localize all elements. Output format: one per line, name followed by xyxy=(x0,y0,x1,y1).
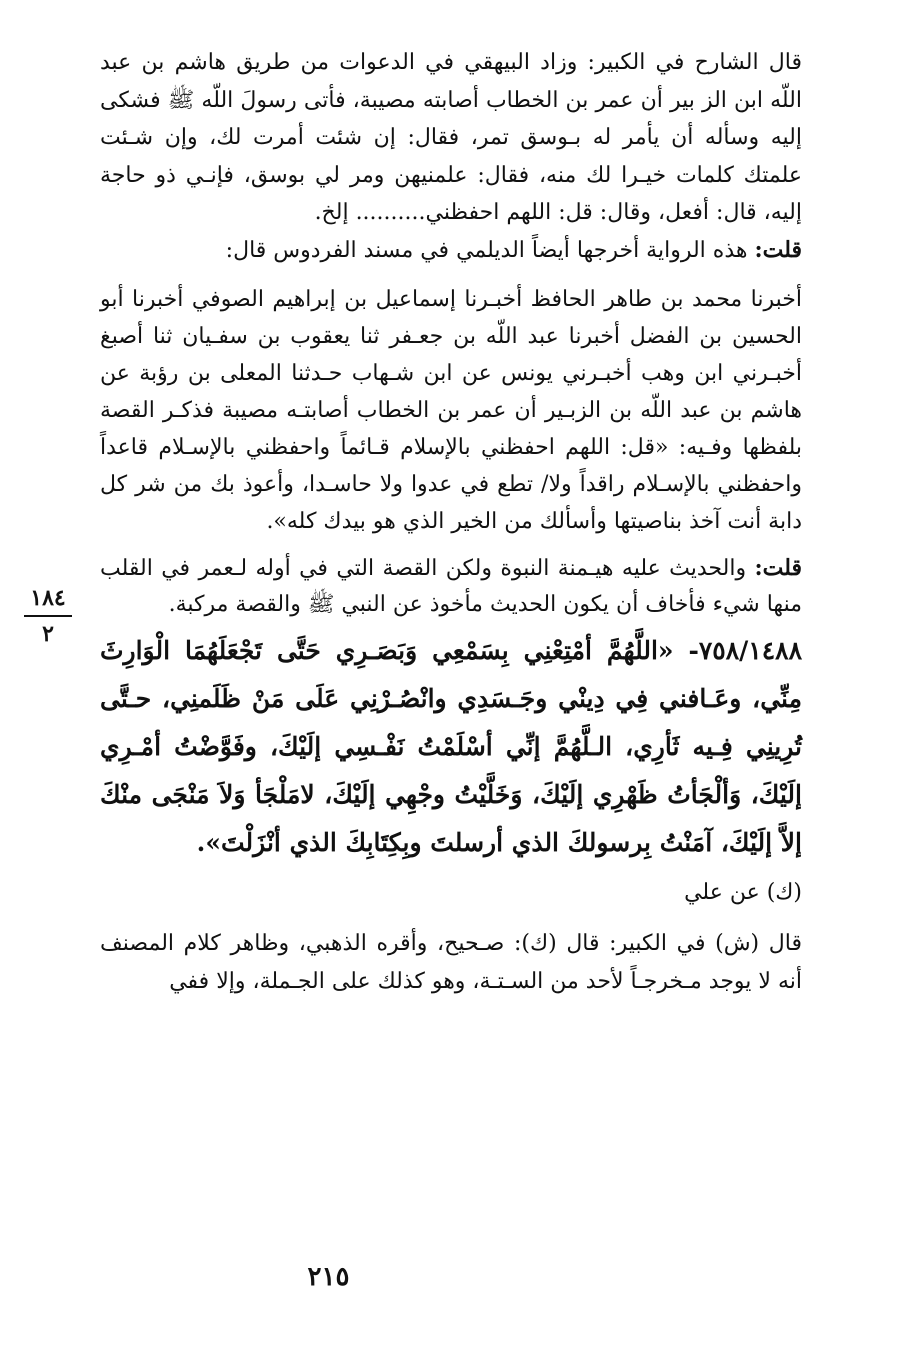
paragraph-isnad: أخبرنا محمد بن طاهر الحافظ أخبـرنا إسماعيل بن إبراهيم الصوفي أخبرنا أبو الحسين بن الفضل أخبرنا عبد اللّه بن جعـفر ثنا يعقوب بن سفـيان ثنا أصبغ أخبـرني ابن وهب أخبـرني يونس عن ابن شـهاب حـدثنا المعلى بن رؤبة عن هاشم بن عبد اللّه بن الزبـير أن عمر بن الخطاب أصابتـه مصيبة فذكـر القصة بلفظها وفـيه: «قل: اللهم احفظني بالإسلام قـائماً واحفظني بالإسـلام قاعداً واحفظني بالإسـلام راقداً ولا/ تطع في عدوا ولا حاسـدا، وأعوذ بك من شر كل دابة أنت آخذ بناصيتها وأسألك من الخير الذي هو بيدك كله». xyxy=(100,286,802,534)
paragraph-text: والحديث عليه هيـمنة النبوة ولكن القصة التي في أوله لـعمر في القلب منها شيء فأخاف أن يكون الحديث مأخوذ عن النبي ﷺ والقصة مركبة. xyxy=(100,555,802,617)
hadith-text: ٧٥٨/١٤٨٨- «اللَّهُمَّ أمْتِعْنِي بِسَمْعِي وَبَصَـرِي حَتَّى تَجْعَلَهُمَا الْوَارِثَ مِنِّي، وعَـافني فِي دِينْي وجَـسَدِي وانْصُـرْنِي عَلَى مَنْ ظَلَمنِي، حـتَّى تُرِينِي فِـيه ثَأرِي، الـلَّهُمَّ إنِّي أسْلَمْتُ نَفْـسِي إلَيْكَ، وفَوَّضْتُ أمْـرِي إلَيْكَ، وَألْجَأتُ ظَهْرِي إلَيْكَ، وَخَلَّيْتُ وجْهِي إلَيْكَ، لامَلْجَأ وَلاَ مَنْجَى منْكَ إلاَّ إلَيْكَ، آمَنْتُ بِرسولكَ الذي أرسلتَ وبِكِتَابِكَ الذي أنْزَلْتَ». xyxy=(100,635,802,857)
body-text xyxy=(100,44,802,1001)
paragraph-qultu-2 xyxy=(100,550,802,623)
margin-part: ٢ xyxy=(42,621,54,647)
qultu-label: قلت: xyxy=(754,554,802,581)
paragraph-commentary-2: قال (ش) في الكبير: قال (ك): صـحيح، وأقره الذهبي، وظاهر كلام المصنف أنه لا يوجد مـخرجـاً لأحد من السـتـة، وهو كذلك على الجـملة، وإلا ففي xyxy=(100,930,802,994)
page-number: ٢١٥ xyxy=(307,1262,350,1292)
margin-volume-page: ١٨٤ xyxy=(30,585,66,611)
hadith-source: (ك) عن علي xyxy=(684,879,802,905)
paragraph-commentary: قال الشارح في الكبير: وزاد البيهقي في الدعوات من طريق هاشم بن عبد اللّه ابن الز بير أن عمر بن الخطاب أصابته مصيبة، فأتى رسولَ اللّه ﷺ فشكى إليه وسأله أن يأمر له بـوسق تمر، فقال: إن شئت أمرت لك، وإن شـئت علمتك كلمات خيـرا لك منه، فقال: علمنيهن ومر لي بوسق، فإنـي ذو حاجة إليه، قال: أفعل، وقال: قل: اللهم احفظني.......... إلخ. xyxy=(100,50,802,225)
qultu-label: قلت: xyxy=(754,236,802,263)
margin-divider xyxy=(24,615,72,617)
margin-page-reference xyxy=(18,585,78,647)
paragraph-qultu-1 xyxy=(100,232,802,269)
paragraph-text: هذه الرواية أخرجها أيضاً الديلمي في مسند الفردوس قال: xyxy=(225,237,755,263)
